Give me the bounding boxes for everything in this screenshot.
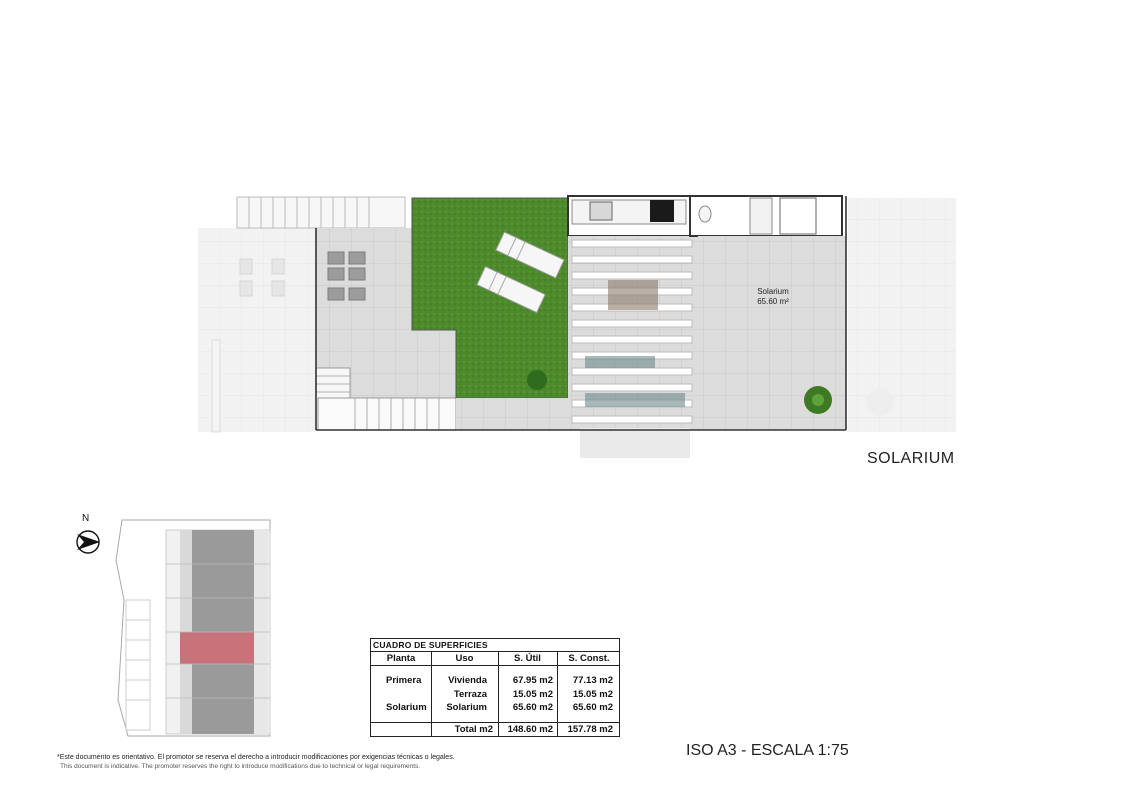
disclaimer-es: *Este documento es orientativo. El promotor se reserva el derecho a introducir modificaciones por exigencias técnicas o legales. xyxy=(57,754,455,761)
neighbour-right xyxy=(848,198,956,432)
row-2-uso: Terraza xyxy=(453,689,487,700)
divider xyxy=(371,651,619,652)
row-1-planta: Primera xyxy=(386,675,422,686)
row-2-util: 15.05 m2 xyxy=(512,689,553,700)
outdoor-kitchen xyxy=(568,196,690,236)
divider xyxy=(371,722,619,723)
total-label: Total m2 xyxy=(454,724,493,735)
plan-title: SOLARIUM xyxy=(867,450,955,467)
north-arrow-icon xyxy=(77,531,100,553)
solarium-area xyxy=(698,236,846,430)
row-1-const: 77.13 m2 xyxy=(572,675,613,686)
header-uso: Uso xyxy=(455,653,474,664)
room-name: Solarium xyxy=(757,287,789,296)
row-3-uso: Solarium xyxy=(446,702,487,713)
header-planta: Planta xyxy=(386,653,416,664)
disclaimer xyxy=(57,753,455,771)
total-util: 148.60 m2 xyxy=(507,724,553,735)
row-3-planta: Solarium xyxy=(386,702,427,713)
upper-stair xyxy=(237,197,405,228)
room-label-solarium xyxy=(738,287,808,307)
surfaces-table xyxy=(370,638,620,737)
north-label: N xyxy=(82,513,90,524)
neighbour-left xyxy=(198,228,316,432)
surfaces-table-title: CUADRO DE SUPERFICIES xyxy=(373,640,488,650)
row-2-const: 15.05 m2 xyxy=(572,689,613,700)
header-util: S. Útil xyxy=(514,653,541,664)
divider xyxy=(371,665,619,666)
row-3-const: 65.60 m2 xyxy=(572,702,613,713)
row-1-util: 67.95 m2 xyxy=(512,675,553,686)
room-area: 65.60 m² xyxy=(757,297,789,306)
bathroom xyxy=(690,196,842,236)
pergola xyxy=(568,236,698,458)
total-const: 157.78 m2 xyxy=(567,724,613,735)
location-plan xyxy=(116,520,270,736)
scale-label: ISO A3 - ESCALA 1:75 xyxy=(686,742,849,759)
header-const: S. Const. xyxy=(568,653,610,664)
row-3-util: 65.60 m2 xyxy=(512,702,553,713)
row-1-uso: Vivienda xyxy=(448,675,487,686)
disclaimer-en: This document is indicative. The promoter reserves the right to introduce modifications due to technical or legal requirements. xyxy=(60,763,421,770)
